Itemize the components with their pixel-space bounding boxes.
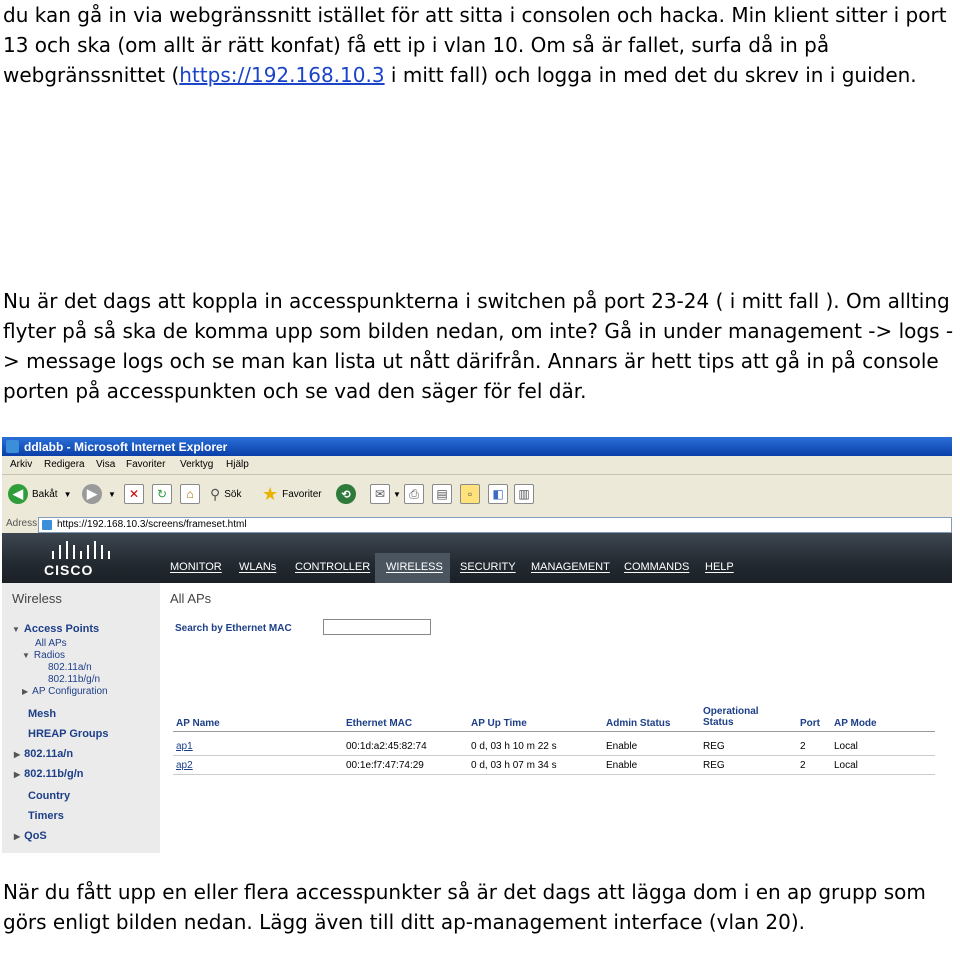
mail-icon: ✉ (370, 484, 390, 504)
intro-text: du kan gå in via webgränssnitt istället för att sitta i consolen och hacka. Min klient sitter i port 13 och ska (om allt är rätt konfat) få ett ip i vlan 10. Om så är fallet, surfa då in på webgränssnittet ( (3, 3, 947, 87)
triangle-down-icon: ▼ (12, 625, 20, 634)
search-label: Search by Ethernet MAC (175, 623, 292, 634)
discuss-button[interactable] (460, 484, 480, 504)
main-content (160, 583, 952, 853)
sidebar-item-radio-a[interactable]: 802.11a/n (48, 662, 92, 673)
messenger-icon: ◧ (488, 484, 508, 504)
refresh-icon: ↻ (152, 484, 172, 504)
nav-commands[interactable]: COMMANDS (624, 561, 690, 573)
nav-wlans[interactable]: WLANs (239, 561, 277, 573)
chevron-down-icon: ▼ (393, 489, 401, 499)
star-icon: ★ (262, 483, 279, 504)
menu-redigera[interactable]: Redigera (44, 459, 85, 470)
sidebar-item-country[interactable]: Country (28, 790, 71, 802)
cell-uptime: 0 d, 03 h 10 m 22 s (471, 741, 557, 752)
cell-mac: 00:1d:a2:45:82:74 (346, 741, 427, 752)
forward-arrow-icon: ▶ (82, 484, 102, 504)
sidebar-item-all-aps[interactable]: All APs (35, 638, 67, 649)
cisco-bars-icon (44, 541, 124, 559)
research-icon: ▥ (514, 484, 534, 504)
address-input[interactable] (38, 517, 952, 533)
ap-name-link[interactable]: ap2 (176, 760, 193, 771)
home-button[interactable] (180, 484, 200, 504)
sidebar-item-radio-bg[interactable]: 802.11b/g/n (48, 674, 101, 685)
col-up-time[interactable]: AP Up Time (471, 718, 527, 729)
history-button[interactable] (336, 484, 356, 504)
messenger-button[interactable] (488, 484, 508, 504)
nav-help[interactable]: HELP (705, 561, 734, 573)
cell-mac: 00:1e:f7:47:74:29 (346, 760, 424, 771)
sidebar-item-80211bg[interactable]: ▶ 802.11b/g/n (14, 768, 84, 780)
cell-admin: Enable (606, 760, 638, 771)
nav-controller[interactable]: CONTROLLER (295, 561, 371, 573)
cisco-logo (44, 541, 124, 579)
row-divider (173, 774, 935, 775)
sidebar-item-mesh[interactable]: Mesh (28, 708, 57, 720)
nav-monitor[interactable]: MONITOR (170, 561, 222, 573)
back-label: Bakåt (32, 488, 58, 500)
back-button[interactable] (8, 484, 72, 504)
research-button[interactable] (514, 484, 534, 504)
chevron-down-icon: ▼ (63, 489, 72, 499)
favorites-label: Favoriter (282, 488, 322, 500)
triangle-right-icon: ▶ (14, 770, 21, 779)
col-ap-mode[interactable]: AP Mode (834, 718, 877, 729)
sidebar-title: Wireless (12, 591, 62, 606)
cell-mode: Local (834, 741, 858, 752)
col-oper-status-2[interactable]: Status (703, 717, 734, 728)
print-button[interactable] (404, 484, 424, 504)
intro-paragraph (3, 0, 955, 90)
history-icon: ⟲ (336, 484, 356, 504)
page-icon (42, 520, 52, 530)
search-icon: ⚲ (210, 485, 221, 502)
browser-screenshot (2, 437, 952, 853)
ap-name-link[interactable]: ap1 (176, 741, 193, 752)
address-url: https://192.168.10.3/screens/frameset.html (57, 519, 247, 530)
address-bar (2, 517, 952, 533)
triangle-right-icon: ▶ (14, 750, 21, 759)
sidebar-item-ap-config[interactable]: ▶ AP Configuration (22, 686, 108, 697)
menu-bar (2, 456, 952, 475)
table-header (173, 703, 935, 732)
window-title: ddlabb - Microsoft Internet Explorer (24, 440, 228, 454)
menu-visa[interactable]: Visa (96, 459, 116, 470)
row-divider (173, 755, 935, 756)
ap-group-paragraph: När du fått upp en eller flera accesspunkter så är det dags att lägga dom i en ap grupp som görs enligt bilden nedan. Lägg även till ditt ap-management interface (vlan 20). (3, 880, 926, 934)
cell-oper: REG (703, 741, 725, 752)
cisco-wordmark: CISCO (44, 562, 94, 578)
favorites-button[interactable] (262, 484, 322, 504)
webui-link[interactable]: https://192.168.10.3 (179, 63, 385, 87)
wireless-sidebar (2, 583, 160, 853)
nav-security[interactable]: SECURITY (460, 561, 516, 573)
address-label: Adress (6, 518, 38, 529)
cell-uptime: 0 d, 03 h 07 m 34 s (471, 760, 557, 771)
edit-button[interactable] (432, 484, 452, 504)
stop-button[interactable] (124, 484, 144, 504)
menu-arkiv[interactable]: Arkiv (10, 459, 33, 470)
forward-button[interactable] (82, 484, 116, 504)
sidebar-item-radios[interactable]: ▼ Radios (22, 650, 66, 661)
search-label: Sök (224, 488, 242, 500)
edit-icon: ▤ (432, 484, 452, 504)
stop-icon: ✕ (124, 484, 144, 504)
triangle-right-icon: ▶ (22, 687, 29, 696)
sidebar-item-hreap[interactable]: HREAP Groups (28, 728, 109, 740)
window-titlebar (2, 437, 952, 456)
page-title: All APs (170, 591, 212, 606)
mac-search-input[interactable] (323, 619, 431, 635)
home-icon: ⌂ (180, 484, 200, 504)
intro-text-end: i mitt fall) och logga in med det du skrev in i guiden. (384, 63, 917, 87)
ie-icon (6, 440, 19, 453)
menu-favoriter[interactable]: Favoriter (126, 459, 166, 470)
triangle-down-icon: ▼ (22, 651, 30, 660)
refresh-button[interactable] (152, 484, 172, 504)
mail-button[interactable] (370, 484, 401, 504)
chevron-down-icon: ▼ (108, 489, 116, 499)
back-arrow-icon: ◀ (8, 484, 28, 504)
sidebar-item-timers[interactable]: Timers (28, 810, 64, 822)
search-button[interactable] (210, 484, 242, 504)
nav-wireless[interactable]: WIRELESS (386, 561, 443, 573)
sidebar-item-access-points[interactable]: ▼ Access Points (12, 623, 100, 635)
browser-toolbar (2, 475, 952, 518)
col-admin-status[interactable]: Admin Status (606, 718, 671, 729)
menu-hjalp[interactable]: Hjälp (226, 459, 249, 470)
col-port[interactable]: Port (800, 718, 820, 729)
col-oper-status-1[interactable]: Operational (703, 706, 759, 717)
cell-port: 2 (800, 760, 806, 771)
cisco-header (2, 533, 952, 583)
col-ap-name[interactable]: AP Name (176, 718, 220, 729)
accesspoint-paragraph: Nu är det dags att koppla in accesspunkterna i switchen på port 23-24 ( i mitt fall ). Om allting flyter på så ska de komma upp som bilden nedan, om inte? Gå in under management -> logs -> message logs och se man kan lista ut nått därifrån. Annars är hett tips att gå in på console porten på accesspunkten och se vad den säger för fel där. (3, 289, 954, 403)
cell-admin: Enable (606, 741, 638, 752)
print-icon: ⎙ (404, 484, 424, 504)
triangle-right-icon: ▶ (14, 832, 21, 841)
menu-verktyg[interactable]: Verktyg (180, 459, 214, 470)
nav-management[interactable]: MANAGEMENT (531, 561, 610, 573)
note-icon: ▫ (460, 484, 480, 504)
cell-port: 2 (800, 741, 806, 752)
sidebar-item-80211a[interactable]: ▶ 802.11a/n (14, 748, 74, 760)
col-ethernet-mac[interactable]: Ethernet MAC (346, 718, 413, 729)
sidebar-item-qos[interactable]: ▶ QoS (14, 830, 47, 842)
cell-oper: REG (703, 760, 725, 771)
cell-mode: Local (834, 760, 858, 771)
